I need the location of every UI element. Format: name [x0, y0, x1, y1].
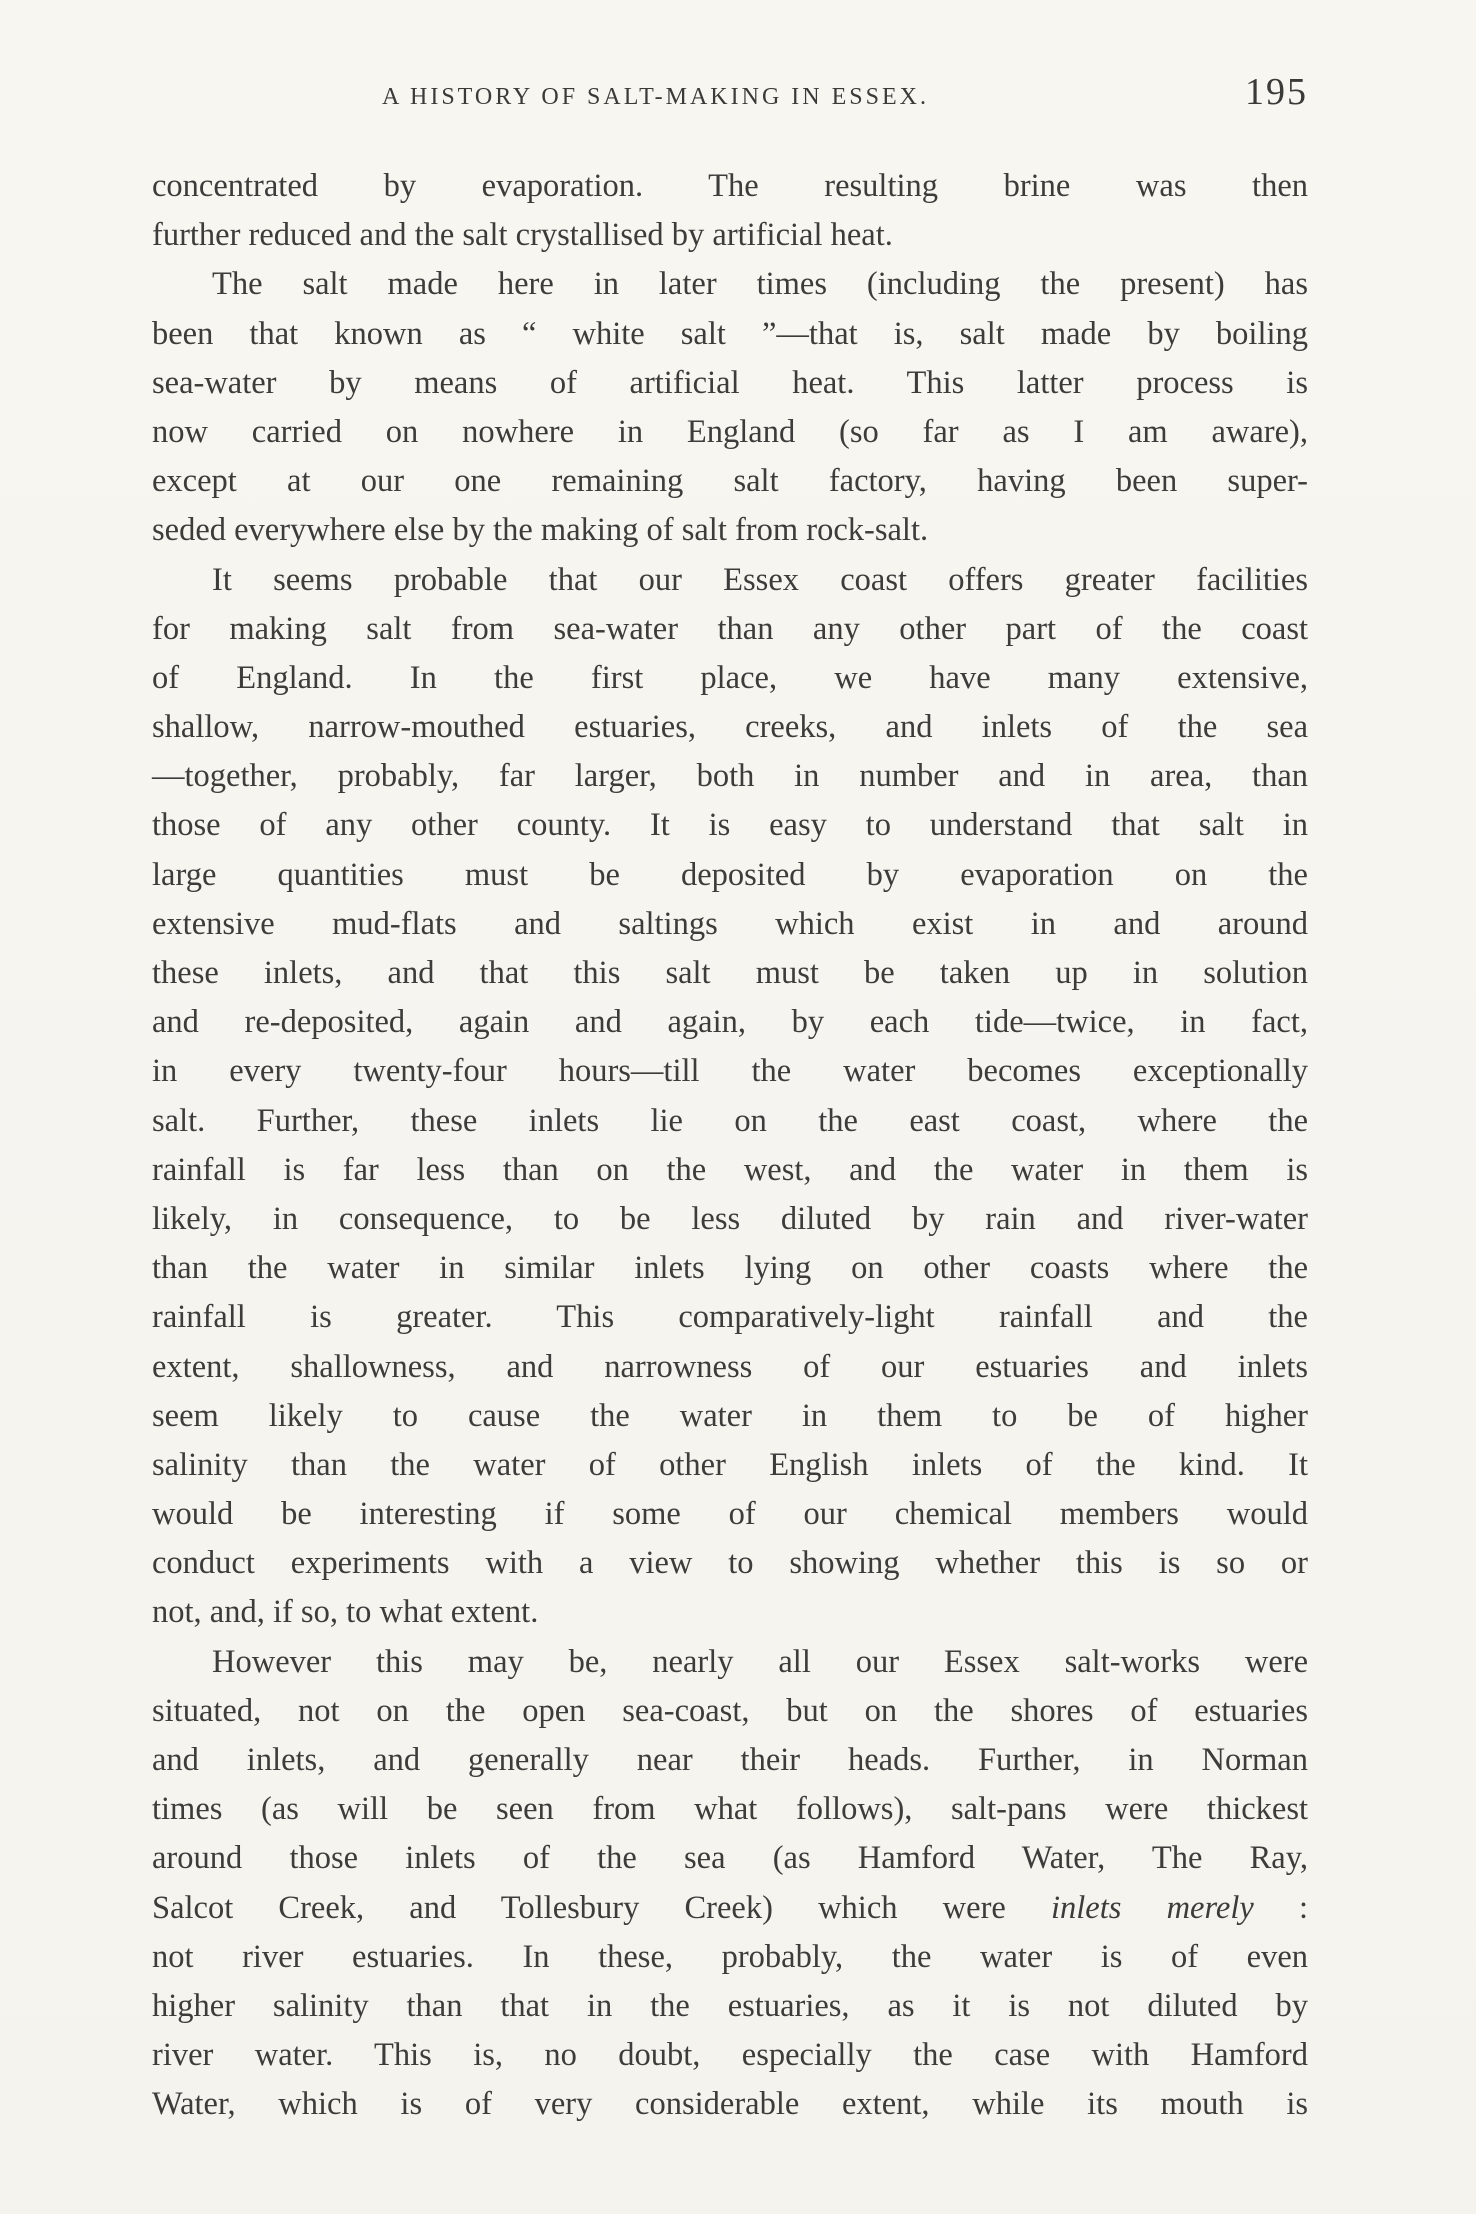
text-line: large quantities must be deposited by evaporation on the — [152, 856, 1308, 893]
paragraph — [152, 556, 1308, 1638]
text-line: situated, not on the open sea-coast, but on the shores of estuaries — [152, 1692, 1308, 1729]
text-line: river water. This is, no doubt, especially the case with Hamford — [152, 2037, 1308, 2074]
page-body — [152, 162, 1308, 2130]
text-line: sea-water by means of artificial heat. This latter process is — [152, 364, 1308, 401]
text-line: extensive mud-flats and saltings which exist in and around — [152, 905, 1308, 942]
text-line: except at our one remaining salt factory, having been super- — [152, 463, 1308, 500]
paragraph — [152, 260, 1308, 555]
text-line: in every twenty-four hours—till the water becomes exceptionally — [152, 1053, 1308, 1090]
text-line: likely, in consequence, to be less diluted by rain and river-water — [152, 1200, 1308, 1237]
text-line: seem likely to cause the water in them to be of higher — [152, 1397, 1308, 1434]
text-line: salt. Further, these inlets lie on the east coast, where the — [152, 1102, 1308, 1139]
text-line: Water, which is of very considerable extent, while its mouth is — [152, 2086, 1308, 2123]
text-line: those of any other county. It is easy to understand that salt in — [152, 807, 1308, 844]
text-line: extent, shallowness, and narrowness of our estuaries and inlets — [152, 1348, 1308, 1385]
text-line: been that known as “ white salt ”—that is, salt made by boiling — [152, 315, 1308, 352]
text-segment: : — [1253, 1889, 1308, 1926]
text-line: rainfall is far less than on the west, and the water in them is — [152, 1151, 1308, 1188]
text-line: not, and, if so, to what extent. — [152, 1594, 539, 1631]
text-line: salinity than the water of other English inlets of the kind. It — [152, 1446, 1308, 1483]
text-line: It seems probable that our Essex coast offers greater facilities — [212, 561, 1308, 598]
text-line: higher salinity than that in the estuaries, as it is not diluted by — [152, 1987, 1308, 2024]
text-line: would be interesting if some of our chemical members would — [152, 1496, 1308, 1533]
italic-phrase: inlets merely — [1051, 1889, 1254, 1926]
text-line: around those inlets of the sea (as Hamford Water, The Ray, — [152, 1840, 1308, 1877]
text-line: However this may be, nearly all our Essex salt-works were — [212, 1643, 1308, 1680]
text-line: of England. In the first place, we have many extensive, — [152, 659, 1308, 696]
text-line: times (as will be seen from what follows), salt-pans were thickest — [152, 1791, 1308, 1828]
text-line: shallow, narrow-mouthed estuaries, creeks, and inlets of the sea — [152, 709, 1308, 746]
text-line: for making salt from sea-water than any other part of the coast — [152, 610, 1308, 647]
paragraph — [152, 162, 1308, 260]
text-line: rainfall is greater. This comparatively-light rainfall and the — [152, 1299, 1308, 1336]
text-line: seded everywhere else by the making of salt from rock-salt. — [152, 512, 929, 549]
paragraph — [152, 1638, 1308, 2130]
text-line: these inlets, and that this salt must be taken up in solution — [152, 955, 1308, 991]
text-line: conduct experiments with a view to showing whether this is so or — [152, 1545, 1308, 1582]
text-line: than the water in similar inlets lying on other coasts where the — [152, 1250, 1308, 1287]
text-segment: Salcot Creek, and Tollesbury Creek) which were — [152, 1889, 1006, 1926]
text-line: and inlets, and generally near their heads. Further, in Norman — [152, 1742, 1308, 1778]
running-title: A HISTORY OF SALT-MAKING IN ESSEX. — [382, 84, 929, 110]
page-header — [152, 70, 1308, 130]
page-number: 195 — [1245, 71, 1308, 113]
text-line: concentrated by evaporation. The resulting brine was then — [152, 168, 1308, 204]
text-line: —together, probably, far larger, both in number and in area, than — [152, 758, 1308, 795]
text-line: The salt made here in later times (including the present) has — [212, 266, 1308, 303]
text-line-with-italic — [152, 1884, 1308, 1933]
text-line: not river estuaries. In these, probably, the water is of even — [152, 1938, 1308, 1975]
text-line: and re-deposited, again and again, by each tide—twice, in fact, — [152, 1004, 1308, 1041]
text-line: further reduced and the salt crystallised by artificial heat. — [152, 217, 893, 254]
text-line: now carried on nowhere in England (so far as I am aware), — [152, 413, 1308, 450]
